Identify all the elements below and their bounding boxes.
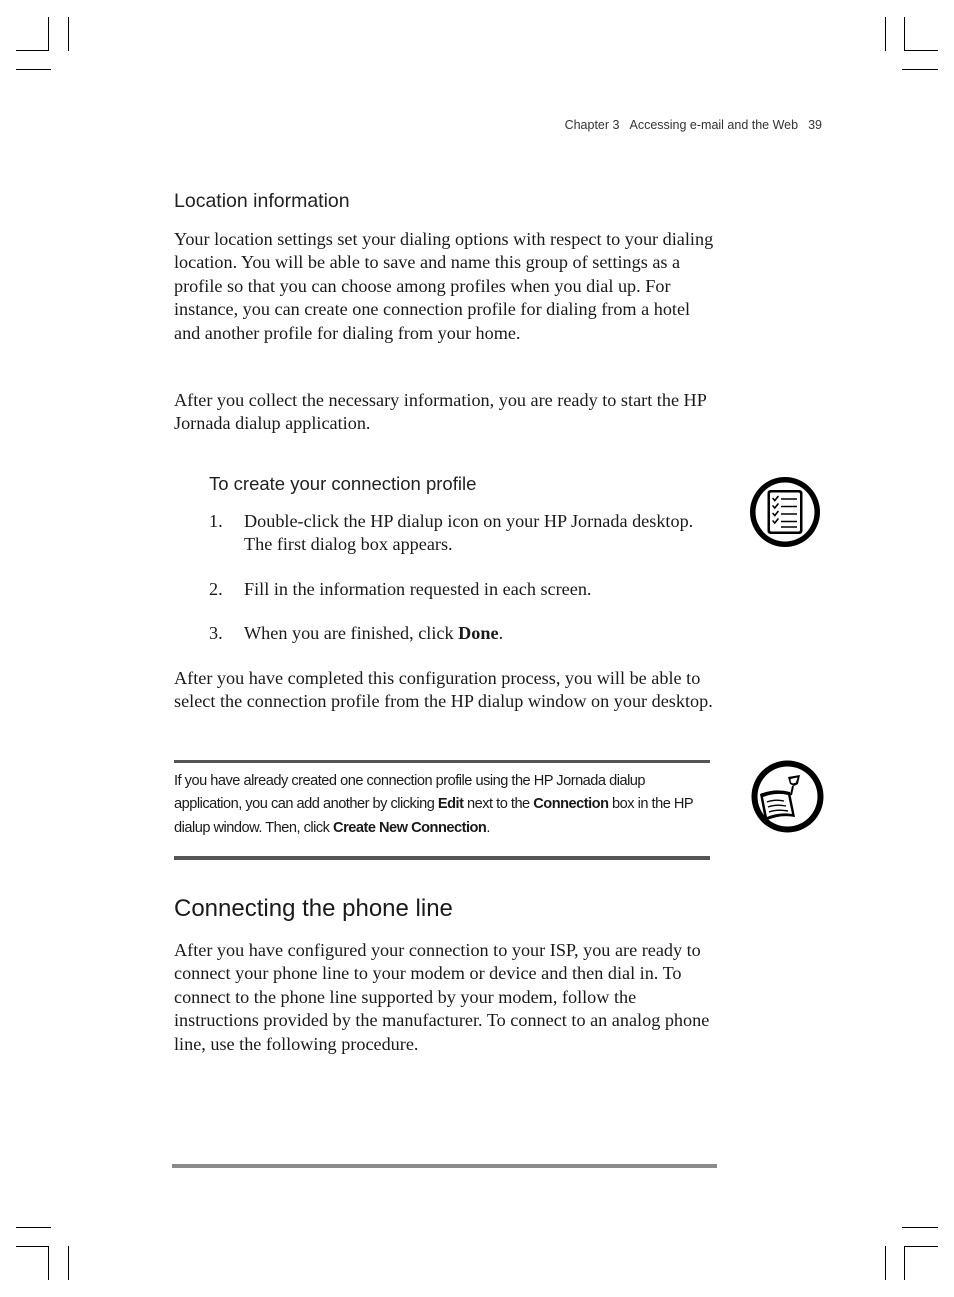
checklist-icon	[748, 475, 822, 549]
edit-label: Edit	[437, 796, 464, 813]
note-bottom-rule	[174, 856, 710, 860]
note-text: If you have already created one connection profile using the HP Jornada dialup application, you can add another by clicking Edit next to the Connection box in the HP dialup window. Then, click Create New Connection.	[174, 773, 693, 836]
connection-label: Connection	[533, 796, 609, 813]
chapter-title: Accessing e-mail and the Web	[629, 118, 799, 132]
crop-mark	[68, 17, 69, 51]
step-text	[244, 622, 714, 645]
location-heading: Location information	[174, 190, 350, 212]
done-label: Done	[458, 623, 499, 643]
location-paragraph-1: Your location settings set your dialing options with respect to your dialing location. You will be able to save and name this group of settings as a profile so that you can choose among profiles when you dial up. For instance, you can create one connection profile for dialing from a hotel and another profile for dialing from your home.	[174, 229, 714, 343]
footer-rule	[172, 1164, 717, 1168]
step-text: Fill in the information requested in each screen.	[244, 579, 592, 599]
step-number: 1.	[209, 511, 223, 531]
phone-line-paragraph: After you have configured your connection to your ISP, you are ready to connect your phone line to your modem or device and then dial in. To connect to the phone line supported by your modem, follow the instructions provided by the manufacturer. To connect to an analog phone line, use the following procedure.	[174, 940, 710, 1054]
crop-mark	[68, 1246, 69, 1280]
crop-mark	[904, 50, 938, 51]
crop-mark	[16, 50, 49, 51]
crop-mark	[885, 17, 886, 51]
crop-mark	[16, 1246, 49, 1247]
crop-mark	[902, 1227, 938, 1228]
step-number: 2.	[209, 579, 223, 599]
procedure-after-text: After you have completed this configuration process, you will be able to select the connection profile from the HP dialup window on your desktop.	[174, 668, 713, 712]
step-text-after: .	[498, 623, 504, 643]
step-text-before: When you are finished, click	[244, 623, 459, 643]
crop-mark	[904, 1246, 905, 1280]
crop-mark	[48, 17, 49, 51]
create-new-connection-label: Create New Connection	[333, 819, 487, 836]
crop-mark	[16, 69, 51, 70]
chapter-label: Chapter 3	[564, 118, 620, 132]
pushpin-note-icon	[750, 759, 825, 834]
crop-mark	[16, 1227, 51, 1228]
page-number: 39	[808, 118, 822, 132]
step-number: 3.	[209, 623, 223, 643]
crop-mark	[48, 1246, 49, 1280]
phone-line-heading: Connecting the phone line	[174, 895, 453, 922]
procedure-heading: To create your connection profile	[209, 473, 477, 494]
step-text: Double-click the HP dialup icon on your HP Jornada desktop. The first dialog box appears.	[244, 511, 694, 555]
crop-mark	[904, 17, 905, 51]
location-paragraph-2: After you collect the necessary information, you are ready to start the HP Jornada dialup application.	[174, 390, 707, 434]
crop-mark	[902, 69, 938, 70]
crop-mark	[885, 1246, 886, 1280]
running-head	[480, 118, 822, 132]
crop-mark	[904, 1246, 938, 1247]
note-top-rule	[174, 760, 710, 763]
